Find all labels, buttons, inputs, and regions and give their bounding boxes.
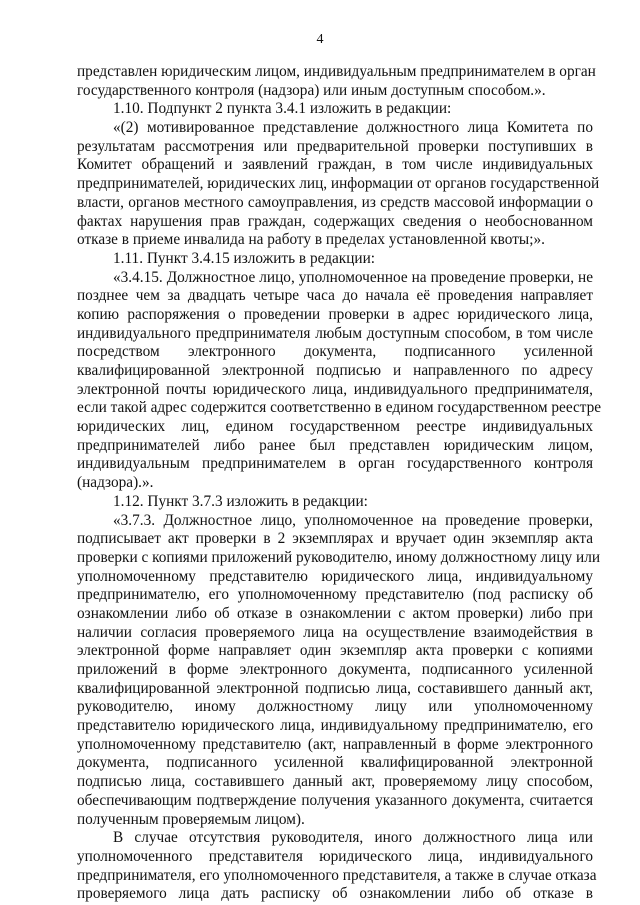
text-line: проверки с копиями приложений руководителю, иному должностному лицу или	[77, 548, 601, 566]
text-line: «3.7.3. Должностное лицо, уполномоченное на проведение проверки,	[113, 511, 593, 529]
text-line: приложений в форме электронного документа, подписанного усиленной	[77, 661, 593, 678]
text-line: индивидуального предпринимателя любым доступным способом, в том числе	[77, 324, 593, 342]
text-line: 1.10. Подпункт 2 пункта 3.4.1 изложить в редакции:	[113, 100, 452, 118]
text-line: руководителю, иному должностному лицу или уполномоченному	[77, 698, 593, 716]
text-line: предпринимателей либо ранее был представлен юридическим лицом,	[77, 436, 593, 454]
text-line: предпринимателей, юридических лиц, информации от органов государственной	[77, 175, 600, 193]
text-line: квалифицированной электронной подписью лица, составившего данный акт,	[77, 679, 593, 697]
text-line: ознакомлении либо об отказе в ознакомлении с актом проверки) либо при	[77, 604, 593, 622]
text-line: подписью лица, составившего данный акт, проверяемому лицу способом,	[77, 773, 593, 791]
text-line: (надзора).».	[77, 474, 154, 492]
text-line: позднее чем за двадцать четыре часа до начала её проведения направляет	[77, 287, 593, 305]
text-line: фактах нарушения прав граждан, содержащих сведения о необоснованном	[77, 212, 593, 230]
text-line: индивидуальным предпринимателем в орган государственного контроля	[77, 455, 593, 473]
text-line: проверяемого лица дать расписку об ознакомлении либо об отказе в	[77, 885, 593, 903]
text-line: представлен юридическим лицом, индивидуальным предпринимателем в орган	[77, 63, 596, 80]
text-line: отказе в приеме инвалида на работу в пределах установленной квоты;».	[77, 231, 545, 249]
text-line: государственного контроля (надзора) или иным доступным способом.».	[77, 81, 546, 99]
text-line: юридических лиц, едином государственном реестре индивидуальных	[77, 418, 593, 436]
text-line: предпринимателя, его уполномоченного представителя, а также в случае отказа	[77, 866, 597, 884]
page-number: 4	[316, 32, 324, 47]
text-line: квалифицированной электронной подписью и направленного по адресу	[77, 362, 593, 379]
text-line: власти, органов местного самоуправления, из средств массовой информации о	[77, 193, 593, 211]
text-line: наличии согласия проверяемого лица на осуществление взаимодействия в	[77, 623, 593, 641]
text-line: посредством электронного документа, подписанного усиленной	[77, 343, 593, 361]
text-line: 1.11. Пункт 3.4.15 изложить в редакции:	[113, 249, 376, 267]
text-line: 1.12. Пункт 3.7.3 изложить в редакции:	[113, 492, 368, 510]
text-line: В случае отсутствия руководителя, иного должностного лица или	[113, 829, 593, 847]
text-line: электронной форме направляет один экземпляр акта проверки с копиями	[77, 642, 593, 660]
text-line: копию распоряжения о проведении проверки в адрес юридического лица,	[77, 305, 593, 323]
text-line: «3.4.15. Должностное лицо, уполномоченное на проведение проверки, не	[113, 268, 593, 286]
text-line: уполномоченному представителю (акт, направленный в форме электронного	[77, 735, 593, 753]
text-line: представителю юридического лица, индивидуальному предпринимателю, его	[77, 717, 593, 735]
text-line: Комитет обращений и заявлений граждан, в том числе индивидуальных	[77, 156, 593, 174]
text-line: подписывает акт проверки в 2 экземплярах и вручает один экземпляр акта	[77, 530, 593, 548]
text-line: полученным проверяемым лицом).	[77, 810, 305, 828]
text-line: электронной почты юридического лица, индивидуального предпринимателя,	[77, 380, 593, 398]
text-line: обеспечивающим подтверждение получения указанного документа, считается	[77, 791, 593, 809]
text-line: результатам рассмотрения или предварительной проверки поступивших в	[77, 137, 593, 155]
text-line: «(2) мотивированное представление должностного лица Комитета по	[113, 119, 593, 137]
text-line: уполномоченного представителя юридического лица, индивидуального	[77, 847, 593, 865]
text-line: документа, подписанного усиленной квалифицированной электронной	[77, 754, 593, 772]
text-line: уполномоченному представителю юридического лица, индивидуальному	[77, 567, 593, 585]
document-body	[77, 63, 602, 904]
text-line: если такой адрес содержится соответственно в едином государственном реестре	[77, 399, 602, 417]
text-line: предпринимателю, его уполномоченному представителю (под расписку об	[77, 586, 593, 604]
